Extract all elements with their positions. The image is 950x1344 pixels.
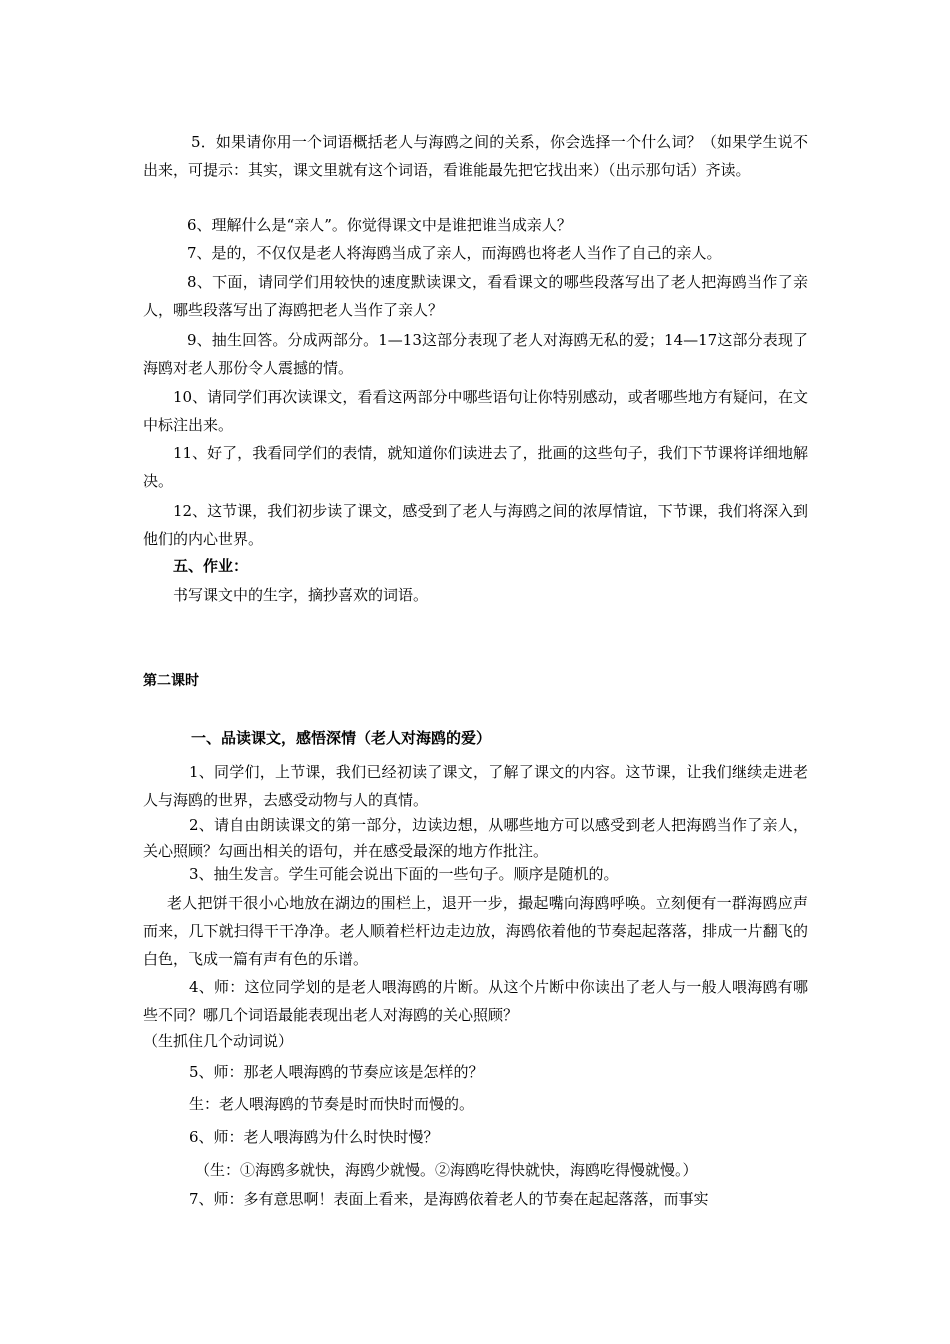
paragraph-9: 9、抽生回答。分成两部分。1—13这部分表现了老人对海鸥无私的爱；14—17这部分表现了海鸥对老人那份令人震撼的情。 <box>143 331 808 377</box>
lesson2-title: 第二课时 <box>143 673 199 689</box>
paragraph-5: 5．如果请你用一个词语概括老人与海鸥之间的关系，你会选择一个什么词？（如果学生说不出来，可提示：其实，课文里就有这个词语，看谁能最先把它找出来）（出示那句话）齐读。 <box>143 133 808 179</box>
homework-text: 书写课文中的生字，摘抄喜欢的词语。 <box>173 586 429 604</box>
section1-item: （生抓住几个动词说） <box>143 1032 294 1050</box>
section1-item: 6、师：老人喂海鸥为什么时快时慢？ <box>189 1128 439 1146</box>
section1-item: 5、师：那老人喂海鸥的节奏应该是怎样的？ <box>189 1063 484 1081</box>
paragraph-7: 7、是的，不仅仅是老人将海鸥当成了亲人，而海鸥也将老人当作了自己的亲人。 <box>187 244 722 262</box>
paragraph-8: 8、下面，请同学们用较快的速度默读课文，看看课文的哪些段落写出了老人把海鸥当作了亲人，哪些段落写出了海鸥把老人当作了亲人？ <box>143 273 808 319</box>
section1-item: 生：老人喂海鸥的节奏是时而快时而慢的。 <box>189 1095 475 1113</box>
homework-heading: 五、作业： <box>173 557 249 575</box>
section1-item: 7、师：多有意思啊！表面上看来，是海鸥依着老人的节奏在起起落落，而事实 <box>189 1190 709 1208</box>
section1-item: 2、请自由朗读课文的第一部分，边读边想，从哪些地方可以感受到老人把海鸥当作了亲人，关心照顾？勾画出相关的语句，并在感受最深的地方作批注。 <box>143 816 808 860</box>
section1-item: （生：①海鸥多就快，海鸥少就慢。②海鸥吃得快就快，海鸥吃得慢就慢。） <box>195 1161 698 1179</box>
section1-item: 3、抽生发言。学生可能会说出下面的一些句子。顺序是随机的。 <box>189 865 619 883</box>
paragraph-6: 6、理解什么是“亲人”。你觉得课文中是谁把谁当成亲人？ <box>187 216 572 234</box>
paragraph-10: 10、请同学们再次读课文，看看这两部分中哪些语句让你特别感动，或者哪些地方有疑问，在文中标注出来。 <box>143 388 808 434</box>
section1-item: 老人把饼干很小心地放在湖边的围栏上，退开一步，撮起嘴向海鸥呼唤。立刻便有一群海鸥应声而来，几下就扫得干干净净。老人顺着栏杆边走边放，海鸥依着他的节奏起起落落，排成一片翻飞的白色，飞成一篇有声有色的乐谱。 <box>143 894 808 968</box>
paragraph-12: 12、这节课，我们初步读了课文，感受到了老人与海鸥之间的浓厚情谊，下节课，我们将深入到他们的内心世界。 <box>143 502 808 548</box>
section1-item: 4、师：这位同学划的是老人喂海鸥的片断。从这个片断中你读出了老人与一般人喂海鸥有哪些不同？哪几个词语最能表现出老人对海鸥的关心照顾？ <box>143 978 808 1024</box>
paragraph-11: 11、好了，我看同学们的表情，就知道你们读进去了，批画的这些句子，我们下节课将详细地解决。 <box>143 444 808 490</box>
section1-heading: 一、品读课文，感悟深情（老人对海鸥的爱） <box>191 729 492 747</box>
section1-item: 1、同学们，上节课，我们已经初读了课文，了解了课文的内容。这节课，让我们继续走进老人与海鸥的世界，去感受动物与人的真情。 <box>143 763 808 809</box>
